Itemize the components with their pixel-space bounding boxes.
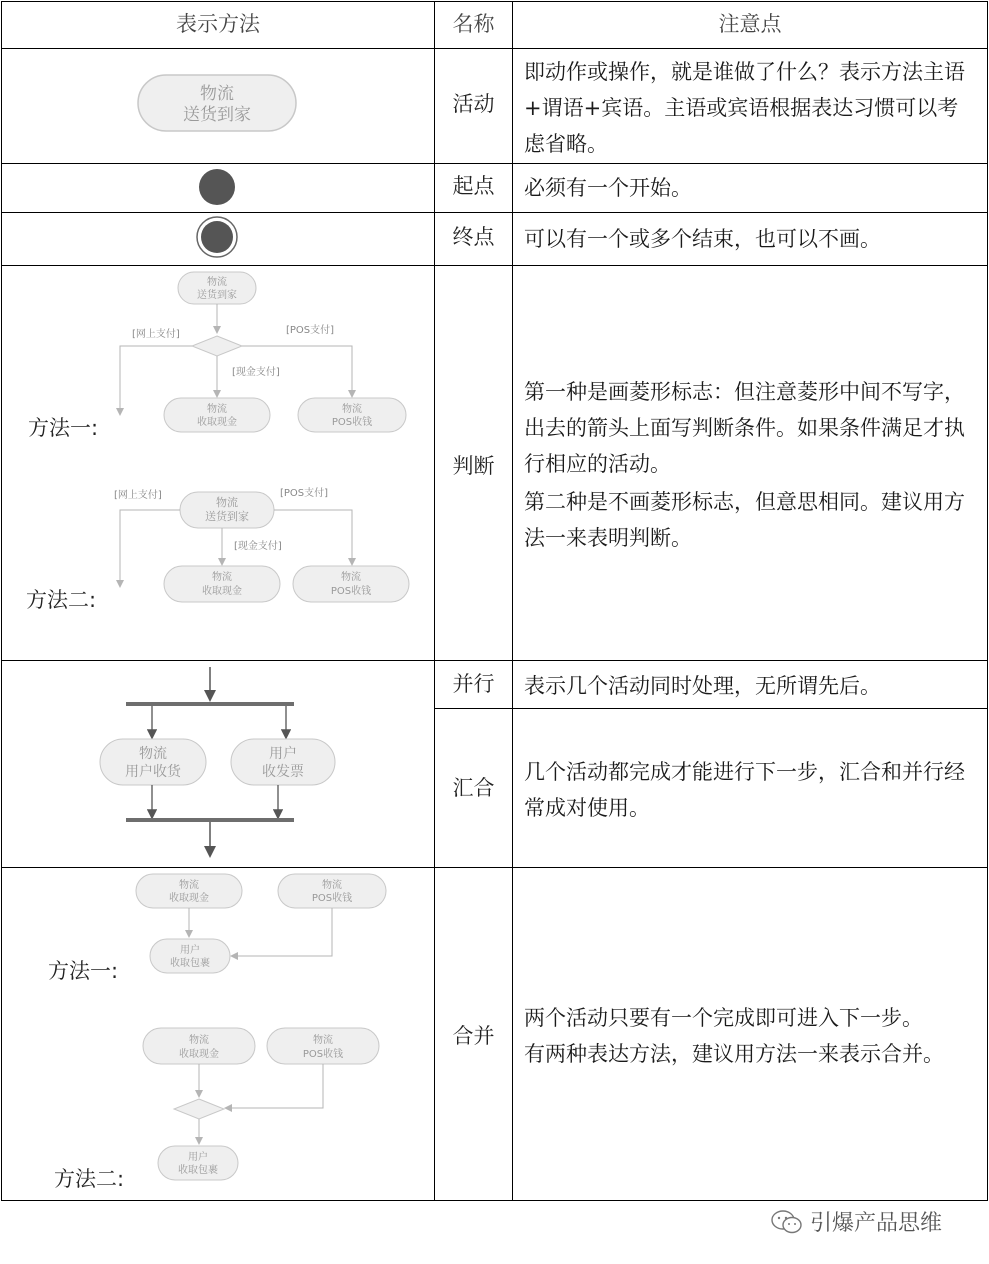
fork-name: 并行 <box>452 672 495 696</box>
svg-text:用户: 用户 <box>269 746 297 762</box>
svg-text:物流: 物流 <box>207 277 227 288</box>
svg-text:物流: 物流 <box>216 496 238 509</box>
wechat-icon <box>770 1209 804 1235</box>
svg-text:收取现金: 收取现金 <box>179 1049 219 1060</box>
svg-text:物流: 物流 <box>322 880 342 891</box>
activity-diagram <box>2 49 434 163</box>
svg-text:用户: 用户 <box>188 1152 208 1163</box>
header-name: 名称 <box>452 12 495 36</box>
end-note: 可以有一个或多个结束，也可以不画。 <box>524 227 881 251</box>
activity-note: 即动作或操作，就是谁做了什么？表示方法主语+谓语+宾语。主语或宾语根据表达习惯可以考虑省略。 <box>524 60 965 156</box>
svg-text:物流: 物流 <box>342 404 362 415</box>
decision-name: 判断 <box>452 454 495 478</box>
watermark <box>770 1206 942 1237</box>
start-dot <box>199 169 235 205</box>
header-note: 注意点 <box>718 12 782 36</box>
svg-text:物流: 物流 <box>139 746 167 762</box>
svg-text:用户: 用户 <box>180 945 200 956</box>
merge-diamond <box>174 1099 224 1119</box>
svg-text:收取现金: 收取现金 <box>169 893 209 904</box>
activity-name: 活动 <box>452 92 495 116</box>
svg-text:用户收货: 用户收货 <box>125 764 181 780</box>
svg-text:物流: 物流 <box>179 880 199 891</box>
decision-m2-cond-cash: [现金支付] <box>234 541 282 552</box>
decision-diamond <box>192 336 242 356</box>
join-bar <box>126 818 294 822</box>
end-name: 终点 <box>452 225 495 249</box>
svg-text:收取包裹: 收取包裹 <box>170 958 210 969</box>
decision-method2-label: 方法二: <box>26 588 97 612</box>
start-note: 必须有一个开始。 <box>524 176 692 200</box>
fork-bar <box>126 702 294 706</box>
svg-text:POS收钱: POS收钱 <box>311 893 353 904</box>
decision-note-p1: 第一种是画菱形标志：但注意菱形中间不写字，出去的箭头上面写判断条件。如果条件满足才执行相应的活动。 <box>524 380 965 476</box>
merge-name: 合并 <box>452 1024 495 1048</box>
svg-text:送货到家: 送货到家 <box>205 510 249 523</box>
svg-text:POS收钱: POS收钱 <box>330 586 372 597</box>
end-diagram <box>2 213 434 265</box>
decision-method1-label: 方法一: <box>28 416 99 440</box>
activity-node-line2: 送货到家 <box>183 105 251 125</box>
svg-text:物流: 物流 <box>341 572 361 583</box>
merge-note-p2: 有两种表达方法，建议用方法一来表示合并。 <box>524 1042 944 1066</box>
activity-node-line1: 物流 <box>200 84 234 104</box>
decision-m1-cond-cash: [现金支付] <box>232 367 280 378</box>
svg-text:收取现金: 收取现金 <box>202 586 242 597</box>
svg-text:物流: 物流 <box>207 404 227 415</box>
svg-text:POS收钱: POS收钱 <box>302 1049 344 1060</box>
merge-diagram <box>2 868 434 1200</box>
fork-note: 表示几个活动同时处理，无所谓先后。 <box>524 674 881 698</box>
merge-note-p1: 两个活动只要有一个完成即可进入下一步。 <box>524 1006 923 1030</box>
end-dot <box>201 221 233 253</box>
fork-join-diagram <box>2 661 434 867</box>
header-method: 表示方法 <box>176 12 260 36</box>
svg-text:物流: 物流 <box>189 1035 209 1046</box>
svg-text:物流: 物流 <box>313 1035 333 1046</box>
decision-m1-cond-pos: [POS支付] <box>286 325 335 336</box>
merge-method2-label: 方法二: <box>54 1167 125 1191</box>
merge-method1-label: 方法一: <box>48 959 119 983</box>
start-name: 起点 <box>452 174 495 198</box>
decision-note-p2: 第二种是不画菱形标志，但意思相同。建议用方法一来表明判断。 <box>524 490 965 550</box>
join-note: 几个活动都完成才能进行下一步，汇合和并行经常成对使用。 <box>524 760 965 820</box>
join-name: 汇合 <box>452 776 495 800</box>
svg-text:收取包裹: 收取包裹 <box>178 1165 218 1176</box>
decision-m1-cond-online: [网上支付] <box>132 329 180 340</box>
svg-text:送货到家: 送货到家 <box>197 290 237 301</box>
watermark-text: 引爆产品思维 <box>810 1211 943 1236</box>
decision-m2-cond-pos: [POS支付] <box>280 488 329 499</box>
svg-text:收发票: 收发票 <box>262 764 304 780</box>
start-diagram <box>2 164 434 212</box>
svg-text:POS收钱: POS收钱 <box>331 417 373 428</box>
svg-text:收取现金: 收取现金 <box>197 417 237 428</box>
decision-m2-cond-online: [网上支付] <box>114 490 162 501</box>
svg-text:物流: 物流 <box>212 572 232 583</box>
